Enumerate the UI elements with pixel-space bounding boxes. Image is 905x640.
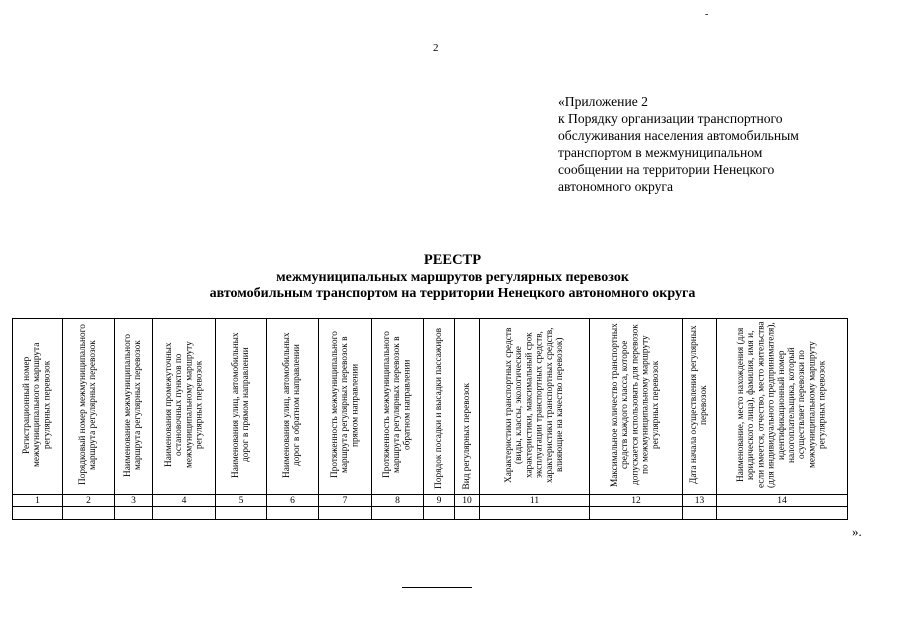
header-text: Наименование межмуниципального маршрута регулярных перевозок bbox=[123, 333, 144, 477]
column-number: 11 bbox=[480, 495, 590, 507]
document-title bbox=[0, 252, 905, 302]
header-cell bbox=[216, 319, 267, 495]
header-text: Вид регулярных перевозок bbox=[461, 382, 472, 489]
page-mark: - bbox=[705, 9, 709, 20]
column-number: 2 bbox=[63, 495, 115, 507]
header-text: Протяженность межмуниципального маршрута регулярных перевозок в прямом направлении bbox=[329, 331, 361, 479]
header-cell bbox=[455, 319, 480, 495]
appendix-line: транспортом в межмуниципальном bbox=[558, 145, 763, 160]
column-number: 3 bbox=[115, 495, 153, 507]
closing-quote: ». bbox=[852, 524, 862, 539]
header-text: Характеристики транспортных средств (виды, классы, экологические характеристики, максимальный срок эксплуатации транспортных средств, характеристики транспортных средств, влияющие на качество перевозок) bbox=[503, 327, 565, 483]
title-line: межмуниципальных маршрутов регулярных перевозок bbox=[276, 270, 629, 285]
header-cell bbox=[115, 319, 153, 495]
empty-cell bbox=[372, 507, 424, 520]
appendix-note bbox=[558, 93, 858, 195]
empty-cell bbox=[455, 507, 480, 520]
column-number: 4 bbox=[153, 495, 216, 507]
appendix-line: обслуживания населения автомобильным bbox=[558, 128, 799, 143]
appendix-line: к Порядку организации транспортного bbox=[558, 111, 783, 126]
header-cell bbox=[590, 319, 683, 495]
header-text: Наименования улиц, автомобильных дорог в обратном направлении bbox=[282, 332, 303, 478]
appendix-line: сообщении на территории Ненецкого bbox=[558, 162, 775, 177]
header-cell bbox=[153, 319, 216, 495]
empty-row bbox=[13, 507, 848, 520]
empty-cell bbox=[13, 507, 63, 520]
column-number: 9 bbox=[424, 495, 455, 507]
column-number: 1 bbox=[13, 495, 63, 507]
header-text: Порядок посадки и высадки пассажиров bbox=[433, 328, 444, 489]
column-number: 7 bbox=[319, 495, 372, 507]
header-cell bbox=[319, 319, 372, 495]
header-cell bbox=[683, 319, 717, 495]
header-text: Дата начала осуществления регулярных перевозок bbox=[689, 325, 710, 485]
header-text: Максимальное количество транспортных средств каждого класса, которое допускается использовать для перевозок по межмуниципальному маршруту регулярных перевозок bbox=[610, 323, 662, 487]
empty-cell bbox=[115, 507, 153, 520]
column-number: 10 bbox=[455, 495, 480, 507]
empty-cell bbox=[267, 507, 319, 520]
header-cell bbox=[63, 319, 115, 495]
column-number-row bbox=[13, 495, 848, 507]
empty-cell bbox=[63, 507, 115, 520]
header-cell bbox=[480, 319, 590, 495]
footer-divider bbox=[402, 587, 472, 588]
column-number: 14 bbox=[717, 495, 848, 507]
empty-cell bbox=[319, 507, 372, 520]
column-number: 12 bbox=[590, 495, 683, 507]
header-cell bbox=[424, 319, 455, 495]
column-number: 13 bbox=[683, 495, 717, 507]
header-text: Наименования промежуточных остановочных пунктов по межмуниципальному маршруту регулярных перевозок bbox=[163, 341, 205, 469]
header-text: Регистрационный номер межмуниципального маршрута регулярных перевозок bbox=[22, 342, 53, 468]
empty-cell bbox=[683, 507, 717, 520]
empty-cell bbox=[424, 507, 455, 520]
empty-cell bbox=[216, 507, 267, 520]
column-number: 5 bbox=[216, 495, 267, 507]
header-cell bbox=[717, 319, 848, 495]
column-number: 8 bbox=[372, 495, 424, 507]
registry-table bbox=[12, 318, 848, 520]
empty-cell bbox=[590, 507, 683, 520]
appendix-line: «Приложение 2 bbox=[558, 94, 648, 109]
header-cell bbox=[267, 319, 319, 495]
empty-cell bbox=[717, 507, 848, 520]
empty-cell bbox=[480, 507, 590, 520]
column-number: 6 bbox=[267, 495, 319, 507]
empty-cell bbox=[153, 507, 216, 520]
header-cell bbox=[372, 319, 424, 495]
appendix-line: автономного округа bbox=[558, 179, 674, 194]
header-text: Порядковый номер межмуниципального маршрута регулярных перевозок bbox=[78, 324, 99, 486]
header-text: Протяженность межмуниципального маршрута регулярных перевозок в обратном направлении bbox=[382, 331, 413, 479]
page-number: 2 bbox=[433, 42, 439, 54]
header-cell bbox=[13, 319, 63, 495]
header-text: Наименование, место нахождения (для юридического лица), фамилия, имя и, если имеется, отчество, место жительства (для индивидуального предпринимателя), идентификационный номер налогоплательщика, который осуществляет перевозки по межмуниципальному маршруту регулярных перевозок bbox=[736, 321, 828, 489]
title-line: автомобильным транспортом на территории Ненецкого автономного округа bbox=[209, 286, 696, 301]
title-line: РЕЕСТР bbox=[423, 252, 482, 268]
header-row bbox=[13, 319, 848, 495]
header-text: Наименования улиц, автомобильных дорог в прямом направлении bbox=[230, 332, 251, 478]
